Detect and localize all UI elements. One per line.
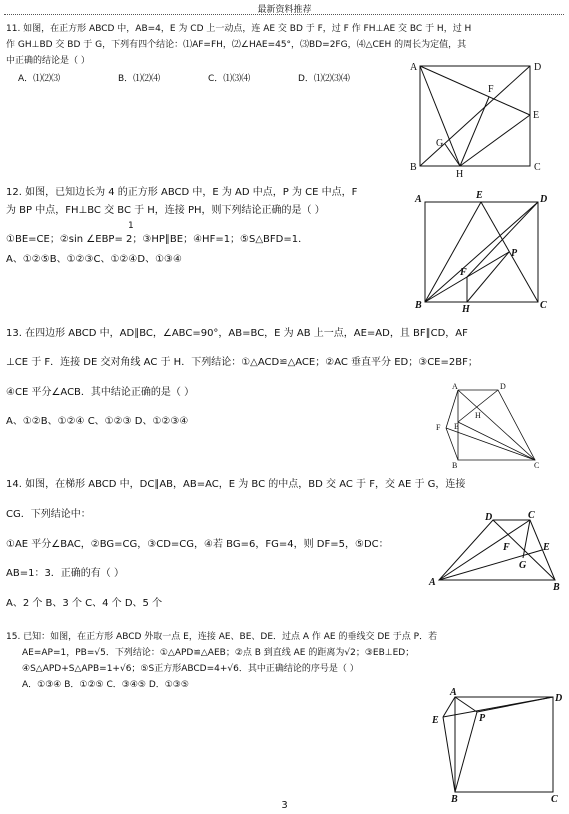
q11-diagonal-bd [420,66,530,166]
q11-line3: 中正确的结论是（ ） [6,56,90,66]
q14-figure [425,510,565,592]
q14-trapezoid [439,520,555,580]
q13-segment-fc [446,428,535,460]
q13-line1: 13. 在四边形 ABCD 中，AD∥BC，∠ABC=90°，AB=BC，E 为 AB 上一点，AE=AD，且 BF∥CD，AF [6,328,468,339]
q12-label-d: D [540,194,548,205]
q11-label-d: D [534,62,542,73]
q15-label-e: E [432,715,439,726]
q13-label-d: D [500,382,506,391]
q15-line4: A．①③④ B．①②⑤ C．③④⑤ D．①③⑤ [22,680,189,690]
q15-label-p: P [479,713,486,724]
q15-line1: 15. 已知：如图，在正方形 ABCD 外取一点 E，连接 AE、BE、DE．过点 A 作 AE 的垂线交 DE 于点 P．若 [6,632,438,642]
q15-line3: ④S△APD+S△APB=1+√6；⑤S正方形ABCD=4+√6．其中正确结论的序号是（ ） [22,664,359,674]
q15-segment-pd [477,697,553,712]
page-header: 最新资料推荐 [257,5,312,15]
q14-label-c: C [528,510,535,521]
q15-segment-ap [455,697,477,712]
q14-label-a: A [429,577,436,588]
q14-line4: AB=1：3．正确的有（ ） [6,568,124,579]
q11-option-c: C．⑴⑶⑷ [208,74,251,84]
q11-label-g: G [436,138,444,149]
q13-label-c: C [534,461,540,470]
q12-label-h: H [462,304,470,315]
q12-line3: ①BE=CE；②sin ∠EBP= 2；③HP∥BE；④HF=1；⑤S△BFD=1． [6,234,309,245]
q13-label-b: B [452,461,458,470]
q15-segment-pb [455,712,477,792]
q13-diagonal-ac [458,390,535,460]
q11-line2: 作 GH⊥BD 交 BD 于 G，下列有四个结论：⑴AF=FH，⑵∠HAE=45°，⑶BD=2FG，⑷△CEH 的周长为定值，其 [6,40,467,50]
header-divider [4,14,564,15]
q15-label-d: D [555,693,563,704]
q13-label-e: E [454,422,459,431]
q12-label-b: B [415,300,422,311]
q11-option-d: D．⑴⑵⑶⑷ [298,74,350,84]
q12-label-e: E [476,190,483,201]
q11-label-e: E [533,110,540,121]
q14-label-f: F [503,542,510,553]
q12-label-f: F [460,267,467,278]
q14-line5: A、2 个 B、3 个 C、4 个 D、5 个 [6,598,163,609]
q11-label-a: A [410,62,418,73]
q11-label-h: H [456,169,464,180]
q12-segment-fd [467,202,538,277]
q11-option-a: A．⑴⑵⑶ [18,74,61,84]
q15-segment-ae [443,697,455,717]
q12-line1: 12. 如图，已知边长为 4 的正方形 ABCD 中，E 为 AD 中点，P 为 CE 中点，F [6,187,358,198]
page-number: 3 [281,800,288,811]
q15-square [455,697,553,792]
q12-figure [410,190,560,315]
q13-label-a: A [452,382,458,391]
q15-segment-be [443,717,455,792]
q13-line4: A、①②B、①②④ C、①②③ D、①②③④ [6,416,189,427]
q12-segment-be [425,202,481,302]
q14-label-g: G [519,560,527,571]
q12-label-p: P [511,248,518,259]
q15-figure [425,685,565,805]
q11-option-b: B．⑴⑵⑷ [118,74,161,84]
q14-label-d: D [485,512,493,523]
q13-line2: ⊥CE 于 F．连接 DE 交对角线 AC 于 H．下列结论：①△ACD≌△ACE；②AC 垂直平分 ED；③CE=2BF； [6,357,478,368]
q12-label-c: C [540,300,547,311]
q12-fraction-numerator: 1 [128,221,134,231]
q12-line4: A、①②⑤B、①②③C、①②④D、①③④ [6,254,182,265]
q12-label-a: A [415,194,422,205]
q15-label-c: C [551,794,558,805]
q12-line2: 为 BP 中点，FH⊥BC 交 BC 于 H，连接 PH，则下列结论正确的是（ ） [6,205,325,216]
q13-figure [430,382,540,468]
q14-line3: ①AE 平分∠BAC，②BG=CG，③CD=CG，④若 BG=6，FG=4，则 DF=5，⑤DC： [6,539,389,550]
q11-label-b: B [410,162,417,173]
q15-label-b: B [451,794,458,805]
q14-label-b: B [553,582,560,593]
q14-line2: CG．下列结论中： [6,509,91,520]
q15-line2: AE=AP=1，PB=√5．下列结论：①△APD≌△AEB；②点 B 到直线 AE 的距离为√2；③EB⊥ED； [22,648,415,658]
q13-segment-fb [446,428,458,460]
q11-label-c: C [534,162,541,173]
q13-segment-ce [458,422,535,460]
q12-segment-ce [481,202,538,302]
q11-line1: 11. 如图，在正方形 ABCD 中，AB=4，E 为 CD 上一动点，连 AE 交 BD 于 F，过 F 作 FH⊥AE 交 BC 于 H，过 H [6,24,472,34]
q11-label-f: F [488,84,494,95]
q13-label-f: F [436,423,441,432]
q13-label-h: H [475,411,481,420]
q14-line1: 14. 如图，在梯形 ABCD 中，DC∥AB，AB=AC，E 为 BC 的中点，BD 交 AC 于 F，交 AE 于 G，连接 [6,479,466,490]
q13-line3: ④CE 平分∠ACB．其中结论正确的是（ ） [6,387,195,398]
q15-label-a: A [450,687,457,698]
q14-segment-ae [439,550,542,580]
q14-label-e: E [543,542,550,553]
q12-diagonal-bd [425,202,538,302]
q11-figure [400,58,560,180]
